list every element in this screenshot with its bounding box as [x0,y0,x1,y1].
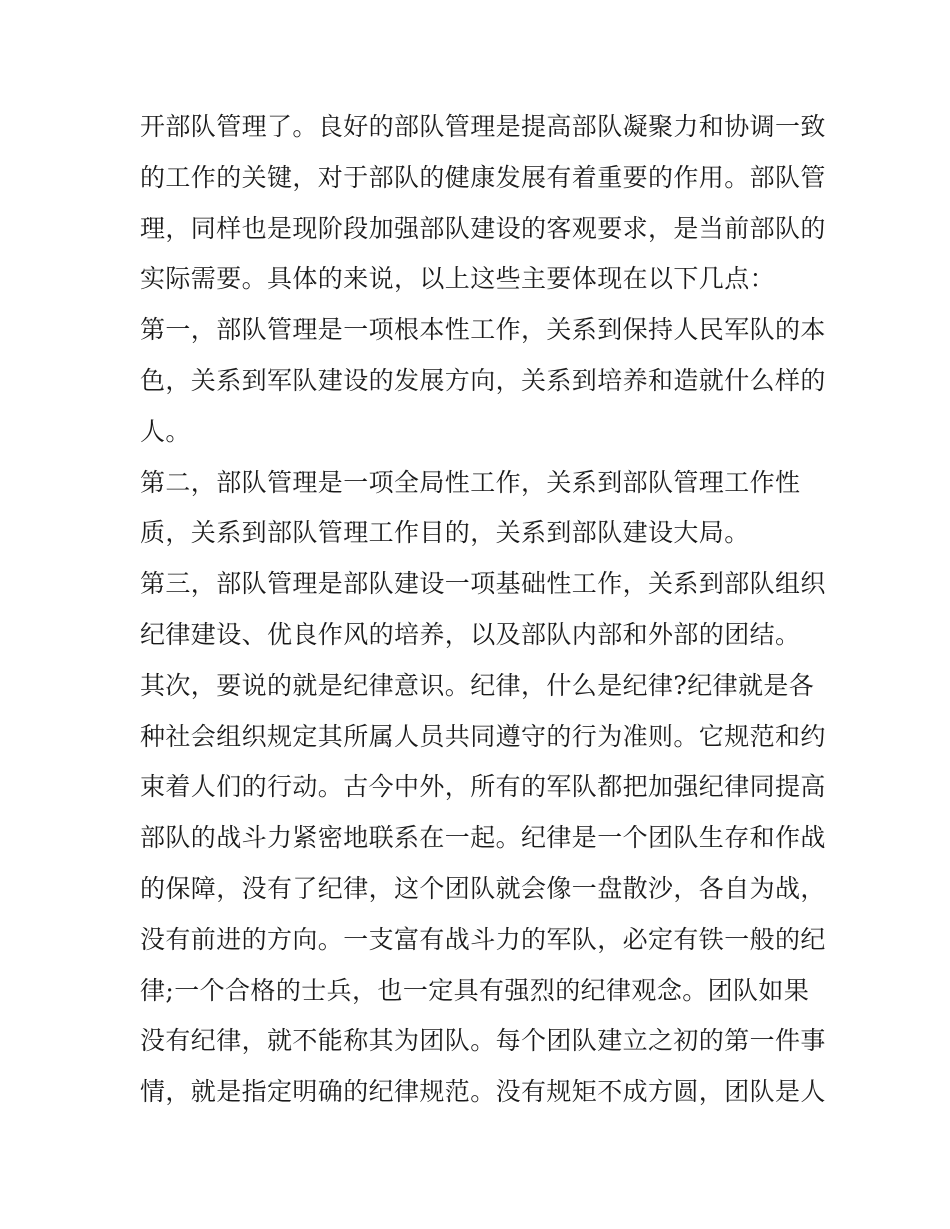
text-line: 第一，部队管理是一项根本性工作，关系到保持人民军队的本 [140,315,826,345]
text-line: 第三，部队管理是部队建设一项基础性工作，关系到部队组织 [140,569,826,599]
text-line: 第二，部队管理是一项全局性工作，关系到部队管理工作性 [140,467,801,497]
text-line: 纪律建设、优良作风的培养，以及部队内部和外部的团结。 [140,619,801,649]
text-line: 的工作的关键，对于部队的健康发展有着重要的作用。部队管 [140,162,826,192]
text-line: 其次，要说的就是纪律意识。纪律，什么是纪律?纪律就是各 [140,670,815,700]
text-line: 人。 [140,416,191,446]
text-line: 理，同样也是现阶段加强部队建设的客观要求，是当前部队的 [140,213,826,243]
text-line: 律;一个合格的士兵，也一定具有强烈的纪律观念。团队如果 [140,975,810,1005]
text-line: 开部队管理了。良好的部队管理是提高部队凝聚力和协调一致 [140,112,826,141]
body-text [140,102,826,1118]
text-line: 的保障，没有了纪律，这个团队就会像一盘散沙，各自为战， [140,873,826,903]
text-line: 色，关系到军队建设的发展方向，关系到培养和造就什么样的 [140,365,826,395]
text-line: 情，就是指定明确的纪律规范。没有规矩不成方圆，团队是人 [140,1077,826,1107]
text-line: 质，关系到部队管理工作目的，关系到部队建设大局。 [140,518,750,548]
text-line: 种社会组织规定其所属人员共同遵守的行为准则。它规范和约 [140,721,826,751]
text-line: 实际需要。具体的来说，以上这些主要体现在以下几点： [140,264,776,294]
text-line: 没有前进的方向。一支富有战斗力的军队，必定有铁一般的纪 [140,924,826,954]
text-line: 部队的战斗力紧密地联系在一起。纪律是一个团队生存和作战 [140,823,826,853]
text-line: 束着人们的行动。古今中外，所有的军队都把加强纪律同提高 [140,772,826,802]
text-line: 没有纪律，就不能称其为团队。每个团队建立之初的第一件事 [140,1026,826,1056]
